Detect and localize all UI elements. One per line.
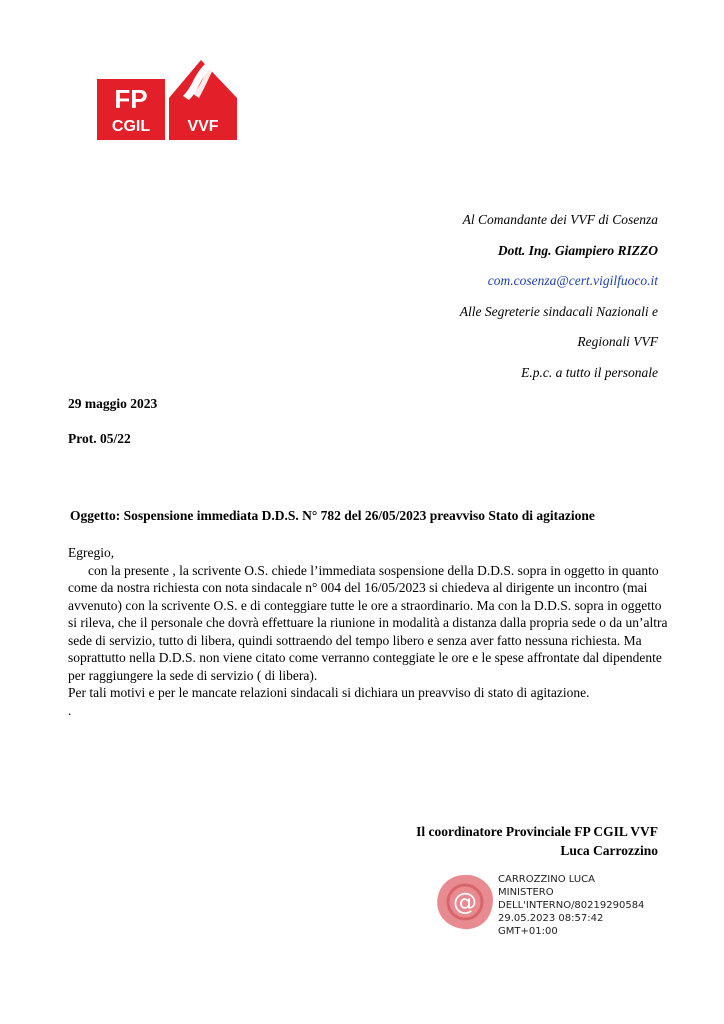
recipient-line: E.p.c. a tutto il personale (521, 364, 658, 380)
svg-text:VVF: VVF (187, 118, 219, 135)
stamp-line: MINISTERO (498, 887, 554, 898)
stamp-line: 29.05.2023 08:57:42 (498, 913, 604, 924)
recipient-line: Regionali VVF (577, 334, 658, 349)
subject-line: Oggetto: Sospensione immediata D.D.S. N° 782 del 26/05/2023 preavviso Stato di agitazione (70, 508, 595, 523)
letter-body (68, 544, 668, 719)
recipient-email-link[interactable]: com.cosenza@cert.vigilfuoco.it (487, 273, 658, 288)
signature-block (416, 822, 658, 860)
recipient-line: Alle Segreterie sindacali Nazionali e (459, 303, 658, 319)
svg-text:FP: FP (114, 84, 148, 114)
stamp-line: DELL'INTERNO/80219290584 (498, 900, 645, 911)
protocol-number: Prot. 05/22 (68, 431, 131, 446)
digital-signature-details (498, 873, 644, 938)
closing-paragraph: Per tali motivi e per le mancate relazioni sindacali si dichiara un preavviso di stato di agitazione. (68, 685, 590, 700)
document-date: 29 maggio 2023 (68, 396, 158, 411)
signer-name: Luca Carrozzino (560, 843, 658, 858)
fp-cgil-vvf-logo (97, 38, 237, 140)
trailing-dot: . (68, 702, 72, 718)
recipients-block (460, 205, 658, 388)
signer-title: Il coordinatore Provinciale FP CGIL VVF (416, 824, 658, 839)
stamp-line: CARROZZINO LUCA (498, 874, 595, 885)
stamp-line: GMT+01:00 (498, 926, 558, 937)
recipient-name: Dott. Ing. Giampiero RIZZO (497, 242, 658, 258)
recipient-line: Al Comandante dei VVF di Cosenza (462, 212, 658, 227)
body-paragraph: con la presente , la scrivente O.S. chiede l’immediata sospensione della D.D.S. sopra in oggetto in quanto come da nostra richiesta con nota sindacale n° 004 del 16/05/2023 si chiedeva al dirigente un incontro (mai avvenuto) con la scrivente O.S. e di conteggiare tutte le ore a straordinario. Ma con la D.D.S. sopra in oggetto si rileva, che il personale che dovrà effettuare la riunione in modalità a distanza dalla propria sede o da un’altra sede di servizio, tutto di libera, quindi sottraendo del tempo libero e senza aver fatto nessuna richiesta. Ma soprattutto nella D.D.S. non viene citato come verranno conteggiate le ore e le spese affrontate dal dipendente per raggiungere la sede di servizio ( di libera). (68, 562, 668, 683)
digital-signature-seal-icon (435, 872, 495, 932)
svg-text:@: @ (453, 888, 477, 916)
svg-text:CGIL: CGIL (111, 118, 151, 135)
greeting: Egregio, (68, 545, 115, 560)
